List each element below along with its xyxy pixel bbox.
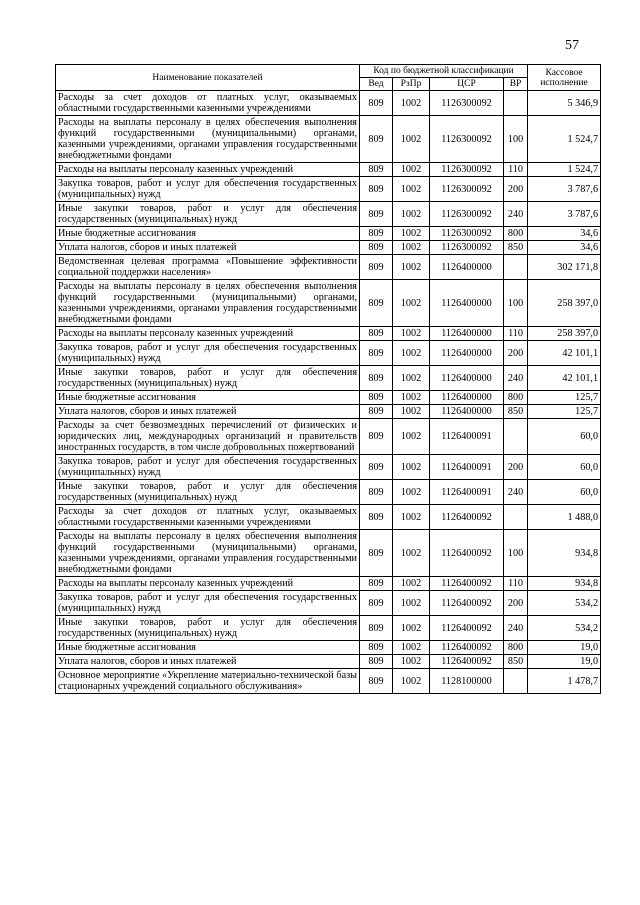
cell-vr: 800 — [504, 391, 528, 405]
cell-amount: 125,7 — [528, 405, 601, 419]
cell-csr: 1128100000 — [430, 669, 504, 694]
cell-name: Закупка товаров, работ и услуг для обеспечения государственных (муниципальных) нужд — [56, 455, 360, 480]
cell-vr: 240 — [504, 202, 528, 227]
cell-vr: 100 — [504, 280, 528, 327]
cell-name: Расходы на выплаты персоналу в целях обеспечения выполнения функций государственными (муниципальными) органами, казенными учреждениями, органами управления государственными внебюджетными фондами — [56, 530, 360, 577]
cell-rzpr: 1002 — [393, 366, 430, 391]
cell-csr: 1126400000 — [430, 327, 504, 341]
cell-csr: 1126400000 — [430, 341, 504, 366]
cell-vr: 850 — [504, 405, 528, 419]
cell-rzpr: 1002 — [393, 505, 430, 530]
table-row — [56, 591, 601, 616]
cell-name: Расходы на выплаты персоналу казенных учреждений — [56, 163, 360, 177]
cell-csr: 1126300092 — [430, 163, 504, 177]
cell-csr: 1126400092 — [430, 591, 504, 616]
cell-rzpr: 1002 — [393, 419, 430, 455]
cell-name: Иные бюджетные ассигнования — [56, 227, 360, 241]
cell-rzpr: 1002 — [393, 530, 430, 577]
cell-amount: 125,7 — [528, 391, 601, 405]
cell-amount: 42 101,1 — [528, 341, 601, 366]
table-row — [56, 405, 601, 419]
cell-vr: 110 — [504, 327, 528, 341]
cell-rzpr: 1002 — [393, 177, 430, 202]
cell-vr: 240 — [504, 366, 528, 391]
cell-amount: 19,0 — [528, 655, 601, 669]
table-body — [56, 91, 601, 694]
cell-name: Иные закупки товаров, работ и услуг для обеспечения государственных (муниципальных) нужд — [56, 616, 360, 641]
cell-name: Иные бюджетные ассигнования — [56, 391, 360, 405]
cell-name: Закупка товаров, работ и услуг для обеспечения государственных (муниципальных) нужд — [56, 177, 360, 202]
cell-vr: 110 — [504, 577, 528, 591]
budget-table — [55, 64, 601, 694]
cell-csr: 1126300092 — [430, 227, 504, 241]
cell-rzpr: 1002 — [393, 669, 430, 694]
header-ved: Вед — [360, 78, 393, 91]
table-row — [56, 202, 601, 227]
table-row — [56, 91, 601, 116]
cell-ved: 809 — [360, 655, 393, 669]
cell-rzpr: 1002 — [393, 391, 430, 405]
cell-vr: 200 — [504, 341, 528, 366]
cell-name: Расходы на выплаты персоналу в целях обеспечения выполнения функций государственными (муниципальными) органами, казенными учреждениями, органами управления государственными внебюджетными фондами — [56, 280, 360, 327]
cell-rzpr: 1002 — [393, 280, 430, 327]
cell-amount: 934,8 — [528, 530, 601, 577]
cell-amount: 1 478,7 — [528, 669, 601, 694]
cell-rzpr: 1002 — [393, 577, 430, 591]
header-vr: ВР — [504, 78, 528, 91]
table-row — [56, 669, 601, 694]
cell-vr — [504, 505, 528, 530]
cell-ved: 809 — [360, 530, 393, 577]
cell-csr: 1126400092 — [430, 616, 504, 641]
cell-ved: 809 — [360, 177, 393, 202]
cell-amount: 1 524,7 — [528, 163, 601, 177]
cell-ved: 809 — [360, 505, 393, 530]
cell-name: Расходы на выплаты персоналу казенных учреждений — [56, 327, 360, 341]
cell-name: Расходы на выплаты персоналу казенных учреждений — [56, 577, 360, 591]
header-rzpr: РзПр — [393, 78, 430, 91]
cell-rzpr: 1002 — [393, 655, 430, 669]
cell-ved: 809 — [360, 227, 393, 241]
cell-vr: 240 — [504, 480, 528, 505]
cell-ved: 809 — [360, 327, 393, 341]
cell-ved: 809 — [360, 405, 393, 419]
cell-name: Закупка товаров, работ и услуг для обеспечения государственных (муниципальных) нужд — [56, 341, 360, 366]
table-row — [56, 327, 601, 341]
cell-vr: 850 — [504, 241, 528, 255]
cell-csr: 1126300092 — [430, 91, 504, 116]
table-row — [56, 280, 601, 327]
cell-name: Уплата налогов, сборов и иных платежей — [56, 655, 360, 669]
cell-vr: 200 — [504, 177, 528, 202]
cell-name: Иные закупки товаров, работ и услуг для обеспечения государственных (муниципальных) нужд — [56, 366, 360, 391]
cell-csr: 1126300092 — [430, 241, 504, 255]
page-number: 57 — [565, 38, 579, 53]
cell-amount: 258 397,0 — [528, 280, 601, 327]
cell-csr: 1126400092 — [430, 530, 504, 577]
cell-ved: 809 — [360, 616, 393, 641]
cell-amount: 19,0 — [528, 641, 601, 655]
table-row — [56, 480, 601, 505]
cell-csr: 1126300092 — [430, 202, 504, 227]
cell-ved: 809 — [360, 202, 393, 227]
cell-vr: 800 — [504, 641, 528, 655]
table-row — [56, 577, 601, 591]
table-row — [56, 227, 601, 241]
cell-name: Уплата налогов, сборов и иных платежей — [56, 241, 360, 255]
cell-amount: 258 397,0 — [528, 327, 601, 341]
cell-csr: 1126400000 — [430, 280, 504, 327]
header-code-group: Код по бюджетной классификации — [360, 65, 528, 78]
cell-csr: 1126300092 — [430, 177, 504, 202]
cell-vr: 100 — [504, 530, 528, 577]
cell-amount: 60,0 — [528, 455, 601, 480]
cell-rzpr: 1002 — [393, 405, 430, 419]
cell-ved: 809 — [360, 391, 393, 405]
cell-ved: 809 — [360, 280, 393, 327]
cell-ved: 809 — [360, 577, 393, 591]
cell-rzpr: 1002 — [393, 480, 430, 505]
table-row — [56, 530, 601, 577]
cell-amount: 534,2 — [528, 591, 601, 616]
cell-amount: 934,8 — [528, 577, 601, 591]
cell-ved: 809 — [360, 455, 393, 480]
cell-ved: 809 — [360, 341, 393, 366]
cell-rzpr: 1002 — [393, 202, 430, 227]
cell-amount: 302 171,8 — [528, 255, 601, 280]
cell-rzpr: 1002 — [393, 341, 430, 366]
cell-ved: 809 — [360, 591, 393, 616]
cell-vr: 110 — [504, 163, 528, 177]
cell-vr — [504, 419, 528, 455]
cell-ved: 809 — [360, 480, 393, 505]
cell-name: Иные бюджетные ассигнования — [56, 641, 360, 655]
table-row — [56, 255, 601, 280]
header-name: Наименование показателей — [56, 65, 360, 91]
cell-rzpr: 1002 — [393, 616, 430, 641]
table-row — [56, 641, 601, 655]
cell-vr: 850 — [504, 655, 528, 669]
cell-ved: 809 — [360, 91, 393, 116]
cell-rzpr: 1002 — [393, 241, 430, 255]
cell-amount: 42 101,1 — [528, 366, 601, 391]
cell-name: Закупка товаров, работ и услуг для обеспечения государственных (муниципальных) нужд — [56, 591, 360, 616]
cell-csr: 1126400091 — [430, 455, 504, 480]
cell-csr: 1126400092 — [430, 505, 504, 530]
table-row — [56, 116, 601, 163]
cell-amount: 34,6 — [528, 227, 601, 241]
table-row — [56, 177, 601, 202]
cell-name: Расходы на выплаты персоналу в целях обеспечения выполнения функций государственными (муниципальными) органами, казенными учреждениями, органами управления государственными внебюджетными фондами — [56, 116, 360, 163]
cell-amount: 1 488,0 — [528, 505, 601, 530]
table-row — [56, 616, 601, 641]
header-amount: Кассовое исполнение — [528, 65, 601, 91]
cell-amount: 60,0 — [528, 480, 601, 505]
cell-amount: 3 787,6 — [528, 202, 601, 227]
cell-csr: 1126400091 — [430, 419, 504, 455]
cell-name: Расходы за счет доходов от платных услуг, оказываемых областными государственными казенными учреждениями — [56, 91, 360, 116]
cell-rzpr: 1002 — [393, 227, 430, 241]
cell-rzpr: 1002 — [393, 255, 430, 280]
cell-rzpr: 1002 — [393, 591, 430, 616]
cell-vr: 800 — [504, 227, 528, 241]
cell-csr: 1126400092 — [430, 577, 504, 591]
cell-name: Иные закупки товаров, работ и услуг для обеспечения государственных (муниципальных) нужд — [56, 480, 360, 505]
table-row — [56, 655, 601, 669]
cell-amount: 60,0 — [528, 419, 601, 455]
cell-rzpr: 1002 — [393, 641, 430, 655]
header-csr: ЦСР — [430, 78, 504, 91]
cell-ved: 809 — [360, 419, 393, 455]
cell-vr: 200 — [504, 455, 528, 480]
cell-rzpr: 1002 — [393, 116, 430, 163]
cell-ved: 809 — [360, 255, 393, 280]
cell-amount: 34,6 — [528, 241, 601, 255]
cell-vr: 240 — [504, 616, 528, 641]
cell-csr: 1126400000 — [430, 255, 504, 280]
cell-csr: 1126400091 — [430, 480, 504, 505]
table-row — [56, 391, 601, 405]
cell-vr — [504, 669, 528, 694]
table-row — [56, 366, 601, 391]
cell-vr: 100 — [504, 116, 528, 163]
cell-ved: 809 — [360, 641, 393, 655]
table-row — [56, 505, 601, 530]
table-row — [56, 341, 601, 366]
cell-vr — [504, 255, 528, 280]
cell-csr: 1126300092 — [430, 116, 504, 163]
cell-vr — [504, 91, 528, 116]
cell-name: Ведомственная целевая программа «Повышение эффективности социальной поддержки населения» — [56, 255, 360, 280]
table-row — [56, 455, 601, 480]
cell-amount: 5 346,9 — [528, 91, 601, 116]
cell-name: Уплата налогов, сборов и иных платежей — [56, 405, 360, 419]
table-row — [56, 163, 601, 177]
cell-rzpr: 1002 — [393, 455, 430, 480]
cell-csr: 1126400092 — [430, 641, 504, 655]
cell-amount: 1 524,7 — [528, 116, 601, 163]
cell-csr: 1126400092 — [430, 655, 504, 669]
cell-ved: 809 — [360, 116, 393, 163]
table-header — [56, 65, 601, 91]
cell-ved: 809 — [360, 669, 393, 694]
cell-name: Основное мероприятие «Укрепление материально-технической базы стационарных учреждений социального обслуживания» — [56, 669, 360, 694]
cell-name: Расходы за счет доходов от платных услуг, оказываемых областными государственными казенными учреждениями — [56, 505, 360, 530]
table-row — [56, 419, 601, 455]
cell-ved: 809 — [360, 366, 393, 391]
cell-ved: 809 — [360, 241, 393, 255]
cell-name: Иные закупки товаров, работ и услуг для обеспечения государственных (муниципальных) нужд — [56, 202, 360, 227]
cell-csr: 1126400000 — [430, 405, 504, 419]
cell-csr: 1126400000 — [430, 391, 504, 405]
cell-rzpr: 1002 — [393, 91, 430, 116]
cell-amount: 534,2 — [528, 616, 601, 641]
cell-rzpr: 1002 — [393, 163, 430, 177]
cell-amount: 3 787,6 — [528, 177, 601, 202]
cell-csr: 1126400000 — [430, 366, 504, 391]
table-row — [56, 241, 601, 255]
cell-rzpr: 1002 — [393, 327, 430, 341]
cell-name: Расходы за счет безвозмездных перечислений от физических и юридических лиц, международных организаций и правительств иностранных государств, в том числе добровольных пожертвований — [56, 419, 360, 455]
cell-vr: 200 — [504, 591, 528, 616]
cell-ved: 809 — [360, 163, 393, 177]
